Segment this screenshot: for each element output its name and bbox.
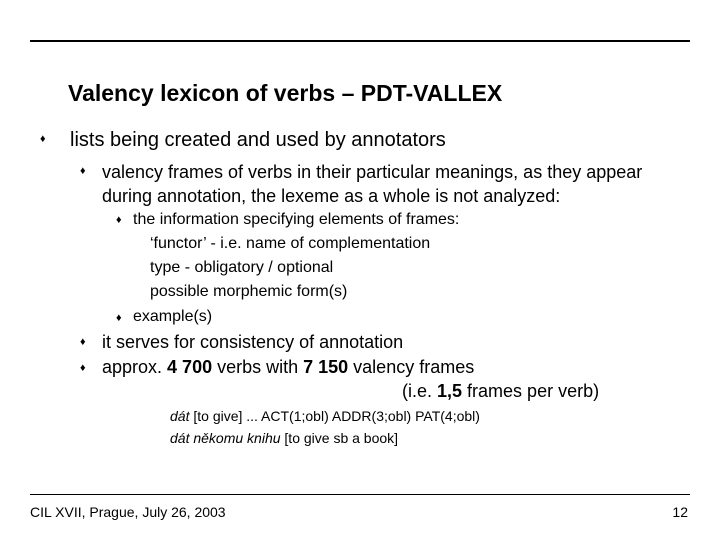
bullet-valency-frames-line2: during annotation, the lexeme as a whole is not analyzed: xyxy=(102,186,561,206)
sub-item-morphemic-form: possible morphemic form(s) xyxy=(150,283,348,300)
diamond-bullet-icon: ♦ xyxy=(116,214,122,226)
page-number: 12 xyxy=(672,504,688,520)
footer-conference: CIL XVII, Prague, July 26, 2003 xyxy=(30,504,226,520)
ratio-value: 1,5 xyxy=(437,381,463,401)
verb-count: 4 700 xyxy=(167,357,213,377)
sub-item-functor: ‘functor’ - i.e. name of complementation xyxy=(150,235,431,252)
diamond-bullet-icon: ♦ xyxy=(80,362,86,374)
bullet-examples: example(s) xyxy=(133,308,213,325)
diamond-bullet-icon: ♦ xyxy=(116,312,122,324)
bullet-consistency: it serves for consistency of annotation xyxy=(102,332,404,352)
bullet-frame-elements: the information specifying elements of frames: xyxy=(133,211,460,228)
bottom-rule xyxy=(30,494,690,495)
bullet-valency-frames-line1: valency frames of verbs in their particular meanings, as they appear xyxy=(102,162,643,182)
sub-item-type: type - obligatory / optional xyxy=(150,259,334,276)
top-rule xyxy=(30,40,690,42)
slide-title: Valency lexicon of verbs – PDT-VALLEX xyxy=(68,80,503,106)
example-sentence: dát někomu knihu [to give sb a book] xyxy=(170,430,399,446)
example-frame: dát [to give] ... ACT(1;obl) ADDR(3;obl) PAT(4;obl) xyxy=(170,408,480,424)
frames-per-verb-ratio: (i.e. 1,5 frames per verb) xyxy=(402,381,600,401)
bullet-verb-counts: approx. 4 700 verbs with 7 150 valency frames xyxy=(102,357,475,377)
diamond-bullet-icon: ♦ xyxy=(40,133,46,145)
frame-count: 7 150 xyxy=(303,357,349,377)
bullet-lists-created: lists being created and used by annotators xyxy=(70,129,446,151)
diamond-bullet-icon: ♦ xyxy=(80,336,86,348)
diamond-bullet-icon: ♦ xyxy=(80,165,86,177)
